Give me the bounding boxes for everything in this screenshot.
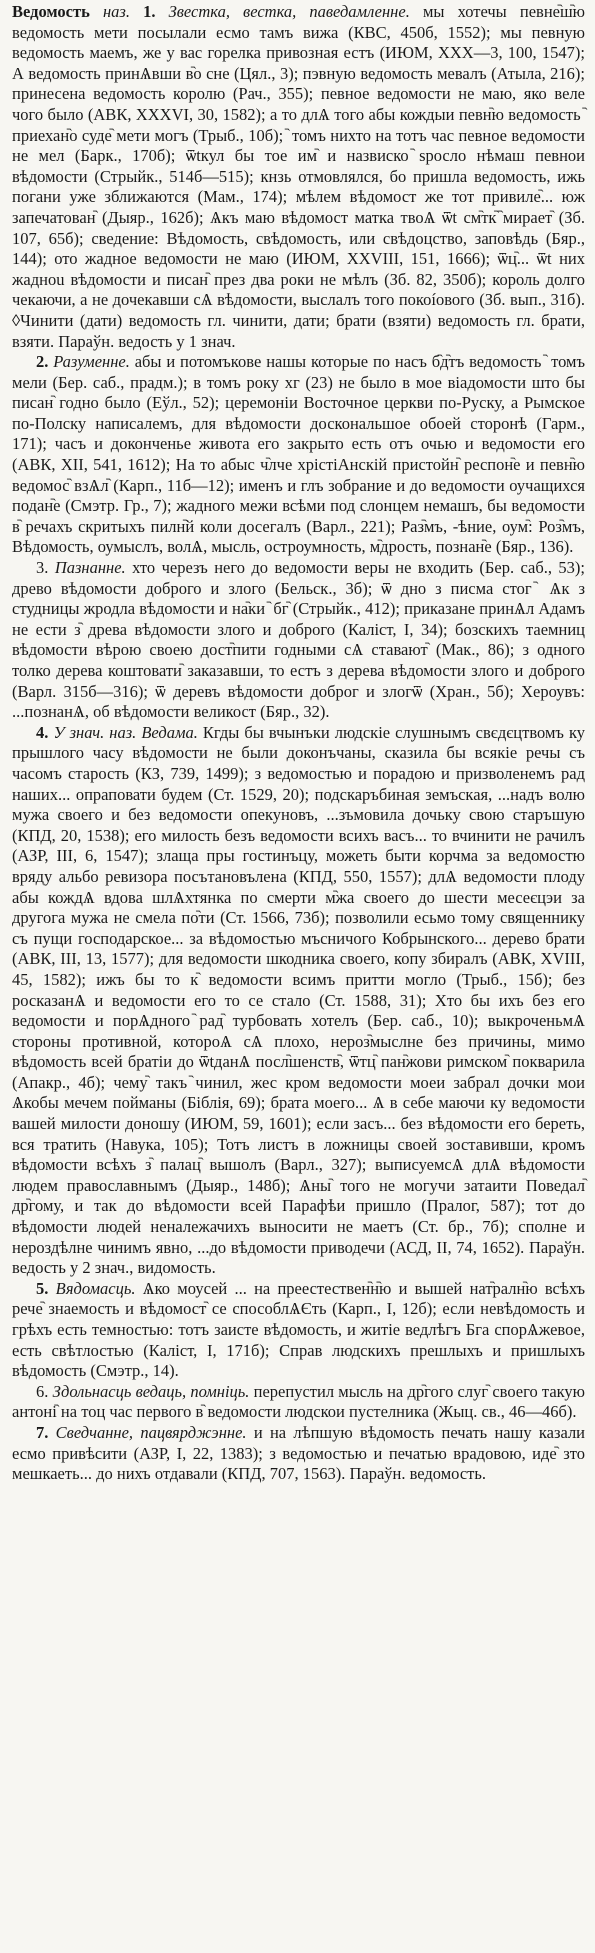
entry-grammar: наз. [102,2,130,21]
entry-headword: Ведомость [12,2,90,21]
sense-number: 3. [36,558,49,578]
entry-sense-6 [12,1382,585,1423]
sense-text: Ѧко моусей ... на преестествен᷆н᷆ю и вышей нат᷆ралн᷆ю всѣхъ рече᷆ знаемость и вѣдомост᷆ се способлѦЄть (Карп., I, 12б); если невѣдомость и грѣхъ есть темностью: тотъ заисте вѣдомость, и житіе ведлѣгъ Бга спорѦжевое, есть свѣтлостью (Каліст, I, 171б); Справ людскихъ прешлыхъ и пришлыхъ вѣдомость (Смэтр., 14). [12,1278,585,1381]
sense-number: 1. [143,2,156,21]
sense-text: мы хотечы певне᷆ш᷆ю ведомость мети посылали есмо тамъ вижа (КВС, 450б, 1552); мы певную ведомость маемъ, же у вас горелка привозная естъ (ИЮМ, XXX—3, 100, 1547); А ведомость принѦвши в᷆о сне (Цял., 3); пэвную ведомость мевалъ (Атыла, 216); принесена ведомость королю (Рач., 355); певное ведомости не маю, яко веле чого было (АВК, XXXVI, 30, 1582); а то длѦ того абы кождыи певн᷆ю ведомость ᷆ приехан᷆о суде᷆ мети могъ (Трыб., 10б); ᷆ томъ нихто на тотъ час певное ведомости не мел (Барк., 170б); ѿtкул бы тое им᷆ и назвиско ᷆ѕросло нѣмаш певнои вѣдомости (Стрыйк., 514б—515); кнзь отмовлялся, бо пришла ведомость, ижь погани уже зближаются (Мам., 174); мѣлем вѣдомост же тот привиле᷆... юж запечатован᷆ (Дыяр., 162б); Ѧкъ маю вѣдомост матка твоѦ ѿt см᷆тк᷆ ᷆мирает᷆ (Зб. 107, 65б); сведение: Вѣдомость, свѣдомость, или свѣдоцство, заповѣдь (Бяр., 144); ото жадное ведомости не маю (ИЮМ, XXVIII, 151, 1666); ѿц᷆... ѿt них жадноu вѣдомости и писан᷆ през два роки не мѣлъ (Зб. 82, 350б); король долго чекаючи, а не дочекавши сѦ вѣдомости, выслалъ того покоíового (Зб. вып., 31б). ◊Чинити (дати) ведомость гл. чинити, дати; брати (взяти) ведомость гл. брати, взяти. Параўн. ведость у 1 знач. [12,2,586,351]
entry-sense-7 [12,1423,585,1485]
sense-text: абы и потомъковe нашы которые по насъ б᷆д᷆тъ ведомость ᷆ томъ мели (Бер. саб., прадм.); в томъ року хг (23) не было в мое віадомости што бы писан᷆ годно было (Еўл., 52); церемоніи Восточное церкви по-Руску, а Рымское по-Полску написалемъ, для вѣдомости доскональшое обоей сторонѣ (Гарм., 171); часъ и доконченье живота его закрыто есть отъ очью и ведомости его (АВК, XII, 541, 1612); На то абыс ч᷆лче хрістіАнскій пристойн᷆ респон᷆е и певн᷆ю ведомос᷆ взѦл᷆ (Карп., 11б—12); именъ и глъ зобрание и до ведомости оучащихся подан᷆е (Смэтр. Гр., 7); жадного межи всѣми под слонцем немашъ, бы ведомости в᷆ речахъ скритыхъ пилн᷆й коли досегалъ (Варл., 221); Раз᷆мъ, -ѣние, оум᷆: Роз᷆мъ, Вѣдомость, оумыслъ, волѦ, мысль, остроумность, м᷆дрость, познан᷆е (Бяр., 136). [12,352,586,557]
sense-gloss: Сведчанне, пацвярджэнне. [55,1422,247,1442]
entry-sense-5 [12,1279,585,1382]
sense-gloss: Пазнанне. [54,558,126,578]
sense-number: 5. [36,1278,49,1298]
entry-sense-1 [12,2,585,352]
sense-number: 2. [36,352,49,372]
sense-gloss: Здольнасць ведаць, помніць. [52,1381,250,1401]
sense-number: 4. [36,722,49,742]
entry-sense-2 [12,352,585,558]
sense-text: перепустил мысль на др᷆гого слуг᷆ своего такую антоні᷆ на тоц час первого в᷆ ведомости людскои пустелника (Жыц. св., 46—46б). [12,1381,586,1422]
sense-text: Кгды бы вчынъки людскіе слушнымъ свєдєцтвомъ ку прышлого часу вѣдомости не были доконъчаны, сказила бы всякіе речы съ часомъ старость (КЗ, 739, 1499); з ведомостью и порадою и призволенемъ рад наших... опраповати будем (Ст. 1529, 20); подскаръбиная земъская, ...надъ волю мужа своего и без ведомости опекуновъ, ...зъмовила дочьку свою старъшую (КПД, 20, 1538); его милость безъ ведомости всихъ васъ... то вчинити не рачилъ (АЗР, III, 6, 1547); злаща пры гостинъцу, можеть быти корчма за ведомостю вряду альбо ревизора посътановълена (КПД, 550, 1557); длѦ ведомости плоду абы кождѦ вдова шлѦхтянка по смерти м᷆жа своего до шести месеєцэи за другога мужа не смела по᷆ти (Ст. 1566, 73б); позволили есьмо тому священнику съ пущи господарское... за вѣдомостью мъсничого Кобрынского... дерево брати (АВК, III, 13, 1577); для ведомости шкодника своего, копу збиралъ (АВК, XVIII, 45, 1582); ижъ бы то к᷆ ведомости всимъ притти могло (Трыб., 15б); без росказанѦ и ведомости его то се стало (Ст. 1588, 31); Хто бы ихъ без его ведомости и порѦдного ᷆рад᷆ турбовать хотелъ (Бер. саб., 10); выкроченьмѦ стороны противной, котороѦ сѦ плохо, нероз᷆мыслне без причины, мимо вѣдомость всей братіи до ѿtданѦ посл᷆шенств᷆, ѿтц᷆ пан᷆жови римском᷆ покварила (Апакр., 4б); чему᷆ такъ ᷆чинил, жес кром ведомости моеи забрал дочки мои Ѧкобы мечем пойманы (Біблія, 69); брата моего... Ѧ в себе маючи ку ведомости вашей милости доношу (ИЮМ, 59, 1601); если засъ... без вѣдомости его береть, вся тратить (Навука, 105); Тотъ листъ в ложницы своей зоставивши, кромъ вѣдомости всѣхъ з᷆ палац᷆ вышолъ (Варл., 327); выписуемсѦ длѦ вѣдомости людем православнымъ (Дыяр., 148б); Ѧны᷆ того не могучи затаити Поведал᷆ др᷆гому, и так до вѣдомости всей Парафѣи пришло (Пралог, 587); тот до вѣдомости людей неналежачихъ выносити не маетъ (Ст. бр., 7б); сполне и нероздѣлне чинимъ явно, ...до вѣдомости приводечи (АСД, II, 74, 1652). Параўн. ведость у 2 знач., видомость. [12,722,586,1278]
entry-sense-3 [12,558,585,723]
sense-text: хто черезъ него до ведомости веры не входить (Бер. саб., 53); древо вѣдомости доброго и злого (Бельск., 3б); ѿ дно з писма стог ᷆ Ѧк з студницы жродла вѣдомости и на᷆ки ᷆ бг᷆ (Стрыйк., 412); приказане принѦл Адамъ не ести з᷆ древа вѣдомости злого и доброго (Каліст, I, 34); бозскихъ таемниц вѣдомости вѣрою своею дост᷆пити годными сѦ ставают᷆ (Мак., 86); з одного толко дерева коштовати᷆ заказавши, то естъ з дерева вѣдомости злого и доброго (Варл. 315б—316); ѿ деревъ вѣдомости доброг и злогѿ (Хран., 5б); Хероувъ: ...познанѦ, об вѣдомости великост (Бяр., 32). [12,558,585,722]
sense-number: 6. [36,1381,49,1401]
sense-number: 7. [36,1422,49,1442]
sense-gloss: Вядомасць. [55,1278,136,1298]
sense-text: и на лѣпшую вѣдомость печать нашу казали есмо привѣсити (АЗР, I, 22, 1383); з ведомостью и печатью врадовою, иде᷆ зто мешкаеть... до нихъ отдавали (КПД, 707, 1563). Параўн. ведомость. [12,1422,586,1484]
sense-gloss: Звестка, вестка, паведамленне. [168,2,410,21]
sense-gloss: У знач. наз. Ведама. [53,722,198,742]
sense-gloss: Разуменне. [53,352,130,372]
entry-sense-4 [12,723,585,1279]
